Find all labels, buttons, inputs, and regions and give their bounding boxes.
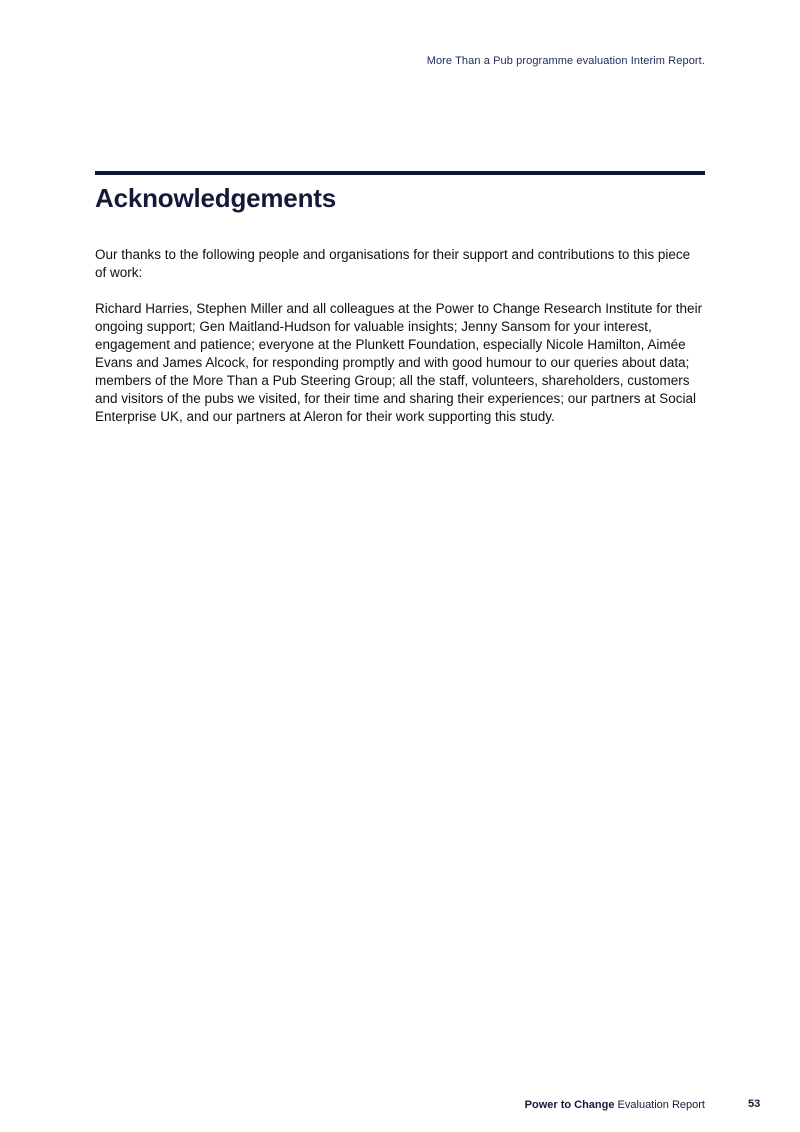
intro-paragraph: Our thanks to the following people and organisations for their support and contributions to this piece of work: xyxy=(95,247,691,280)
footer-report-label: Evaluation Report xyxy=(617,1099,705,1111)
footer-label xyxy=(525,1099,705,1111)
thanks-paragraph: Richard Harries, Stephen Miller and all colleagues at the Power to Change Research Institute for their ongoing support; Gen Maitland-Hudson for valuable insights; Jenny Sansom for your interest, engagement and patience; everyone at the Plunkett Foundation, especially Nicole Hamilton, Aimée Evans and James Alcock, for responding promptly and with good humour to our queries about data; members of the More Than a Pub Steering Group; all the staff, volunteers, shareholders, customers and visitors of the pubs we visited, for their time and sharing their experiences; our partners at Social Enterprise UK, and our partners at Aleron for their work supporting this study. xyxy=(95,301,703,424)
footer-brand: Power to Change xyxy=(524,1099,615,1111)
section-divider xyxy=(95,171,705,175)
running-header: More Than a Pub programme evaluation Interim Report. xyxy=(426,55,705,67)
page-title: Acknowledgements xyxy=(95,183,336,213)
body-text xyxy=(95,246,705,444)
page-number: 53 xyxy=(748,1098,761,1110)
